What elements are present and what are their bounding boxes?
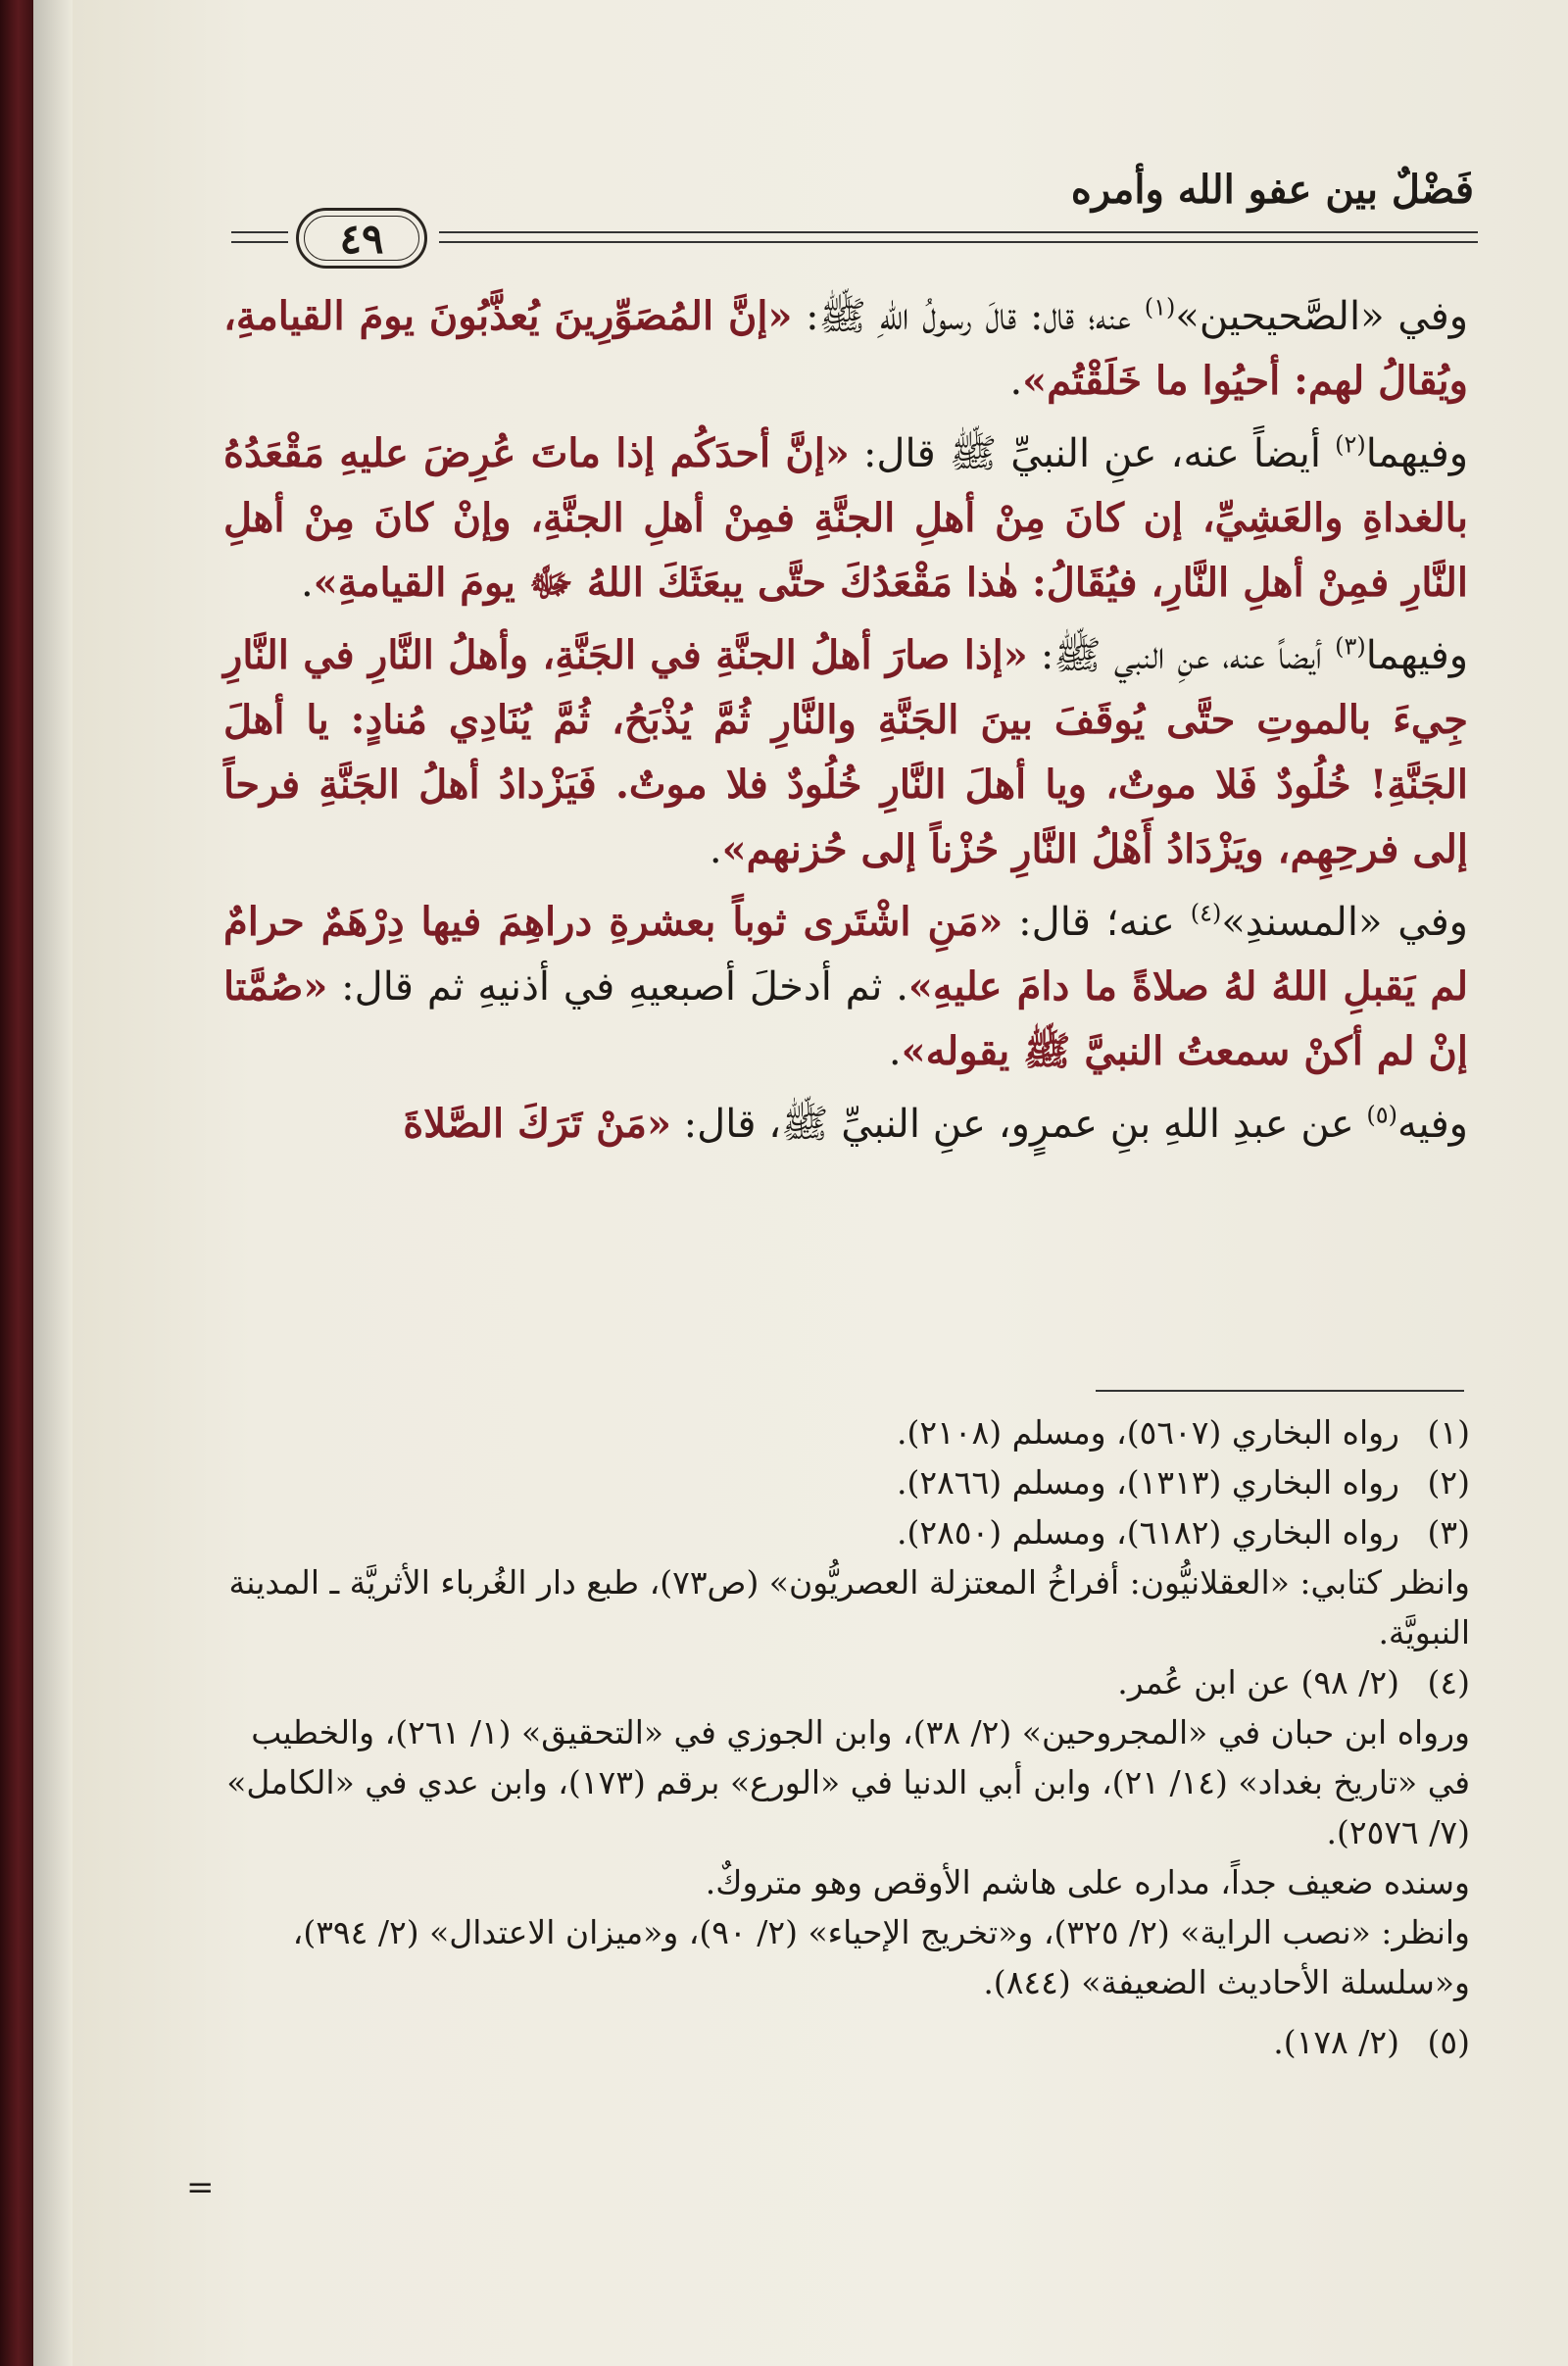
text-run: وفي «المسندِ» xyxy=(1221,900,1469,945)
footnote-line: رواه البخاري (٥٦٠٧)، ومسلم (٢١٠٨). xyxy=(896,1413,1399,1452)
footnote-line: وسنده ضعيف جداً، مداره على هاشم الأوقص وهو متروكٌ. xyxy=(705,1863,1470,1901)
text-run: أيضاً عنه، عنِ النبيِّ ﷺ قال: xyxy=(849,431,1336,476)
text-run: أيضاً عنه، عنِ النبي ﷺ: xyxy=(1027,633,1336,678)
footnote xyxy=(206,1507,1470,1557)
hadith-quote: «صُمَّتا إنْ لم أكنْ سمعتُ النبيَّ ﷺ يقوله» xyxy=(223,963,1468,1074)
text-run: عنه؛ قال: قالَ رسولُ اللهِ ﷺ: xyxy=(792,294,1145,339)
page-number: ٤٩ xyxy=(296,208,427,269)
header-rule-left-bottom xyxy=(231,241,288,243)
text-run: وفي «الصَّحيحين» xyxy=(1175,294,1469,339)
footnote-number: (٢) xyxy=(1427,1463,1470,1502)
footnote-continuation xyxy=(206,1707,1470,2007)
hadith-quote: «إنَّ أحدَكُم إذا ماتَ عُرِضَ عليهِ مَقْعَدُهُ بالغداةِ والعَشِيِّ، إن كانَ مِنْ أهلِ الجنَّةِ فمِنْ أهلِ الجنَّةِ، وإنْ كانَ مِنْ أهلِ النَّارِ فمِنْ أهلِ النَّارِ، فيُقَالُ: هٰذا مَقْعَدُكَ حتَّى يبعَثَكَ اللهُ ﷻ يومَ القيامةِ» xyxy=(223,430,1468,606)
footnote-ref: (٥) xyxy=(1366,1101,1398,1129)
footnote-ref: (٣) xyxy=(1335,632,1366,661)
text-run: وفيه xyxy=(1397,1102,1468,1147)
text-run: وفيهما xyxy=(1365,431,1469,476)
text-run: . xyxy=(888,1029,902,1074)
paragraph xyxy=(223,890,1468,1084)
footnote-ref: (٤) xyxy=(1190,899,1222,927)
header-rule-left-top xyxy=(231,231,288,233)
footnote xyxy=(206,1407,1470,1457)
footnote-line: (٢/ ٩٨) عن ابن عُمر. xyxy=(1117,1663,1399,1701)
gutter-shadow xyxy=(33,0,73,2366)
footnote-line: رواه البخاري (١٣١٣)، ومسلم (٢٨٦٦). xyxy=(896,1463,1399,1502)
text-run: . ثم أدخلَ أصبعيهِ في أذنيهِ ثم قال: xyxy=(327,964,908,1010)
header-rule-right-top xyxy=(439,231,1478,233)
footnote-number: (٥) xyxy=(1427,2023,1470,2061)
footnote-line: وانظر كتابي: «العقلانيُّون: أفراخُ المعتزلة العصريُّون» (ص٧٣)، طبع دار الغُرباء الأثريَّة ـ المدينة النبويَّة. xyxy=(228,1563,1470,1651)
hadith-quote: «إنَّ المُصَوِّرِينَ يُعذَّبُونَ يومَ القيامةِ، ويُقالُ لهم: أحيُوا ما خَلَقْتُم» xyxy=(223,293,1468,404)
footnote-ref: (٢) xyxy=(1335,430,1366,459)
footnote-line: وانظر: «نصب الراية» (٢/ ٣٢٥)، و«تخريج الإحياء» (٢/ ٩٠)، و«ميزان الاعتدال» (٢/ ٣٩٤)، و«سلسلة الأحاديث الضعيفة» (٨٤٤). xyxy=(292,1913,1470,2001)
footnote-line: (٢/ ١٧٨). xyxy=(1273,2023,1399,2061)
paragraph xyxy=(223,1092,1468,1157)
hadith-quote: «مَنِ اشْتَرى ثوباً بعشرةِ دراهِمَ فيها دِرْهَمٌ حرامٌ لم يَقبلِ اللهُ لهُ صلاةً ما دامَ عليهِ» xyxy=(223,899,1469,1010)
text-run: . xyxy=(300,561,314,606)
paragraph xyxy=(223,284,1468,414)
text-run: عنه؛ قال: xyxy=(1003,900,1191,945)
running-header-title: فَضْلٌ بين عفو الله وأمره xyxy=(1070,167,1474,213)
footnote-number: (٣) xyxy=(1427,1513,1470,1552)
paragraph xyxy=(223,421,1468,616)
book-cover-edge xyxy=(0,0,33,2366)
footnote-number: (١) xyxy=(1427,1413,1470,1452)
footnote xyxy=(206,2017,1470,2067)
text-run: . xyxy=(709,827,722,872)
hadith-quote: «مَنْ تَرَكَ الصَّلاةَ xyxy=(403,1101,671,1147)
footnote-line: رواه البخاري (٦١٨٢)، ومسلم (٢٨٥٠). xyxy=(896,1513,1399,1552)
footnote-continuation xyxy=(206,1557,1470,1657)
continuation-mark: = xyxy=(186,2168,215,2207)
text-run: وفيهما xyxy=(1365,633,1469,678)
text-run: عن عبدِ اللهِ بنِ عمرٍو، عنِ النبيِّ ﷺ، قال: xyxy=(670,1102,1367,1147)
text-run: . xyxy=(1009,359,1023,404)
footnote-number: (٤) xyxy=(1427,1663,1470,1701)
footnote xyxy=(206,1657,1470,1707)
footnote-separator xyxy=(1096,1390,1464,1392)
hadith-quote: «إذا صارَ أهلُ الجنَّةِ في الجَنَّةِ، وأهلُ النَّارِ في النَّارِ جِيءَ بالموتِ حتَّى يُوقَفَ بينَ الجَنَّةِ والنَّارِ ثُمَّ يُذْبَحُ، ثُمَّ يُنَادِي مُنادٍ: يا أهلَ الجَنَّةِ! خُلُودٌ فَلا موتٌ، ويا أهلَ النَّارِ خُلُودٌ فلا موتٌ. فَيَزْدادُ أهلُ الجَنَّةِ فرحاً إلى فرحِهِم، ويَزْدَادُ أَهْلُ النَّارِ حُزْناً إلى حُزنهم» xyxy=(223,632,1468,872)
main-text xyxy=(223,284,1468,1164)
footnotes xyxy=(206,1407,1470,2067)
footnote-line: ورواه ابن حبان في «المجروحين» (٢/ ٣٨)، وابن الجوزي في «التحقيق» (١/ ٢٦١)، والخطيب في «تاريخ بغداد» (١٤/ ٢١)، وابن أبي الدنيا في «الورع» برقم (١٧٣)، وابن عدي في «الكامل» (٧/ ٢٥٧٦). xyxy=(226,1713,1470,1851)
paragraph xyxy=(223,623,1468,882)
footnote-ref: (١) xyxy=(1144,293,1176,321)
footnote xyxy=(206,1457,1470,1507)
header-rule-right-bottom xyxy=(439,241,1478,243)
